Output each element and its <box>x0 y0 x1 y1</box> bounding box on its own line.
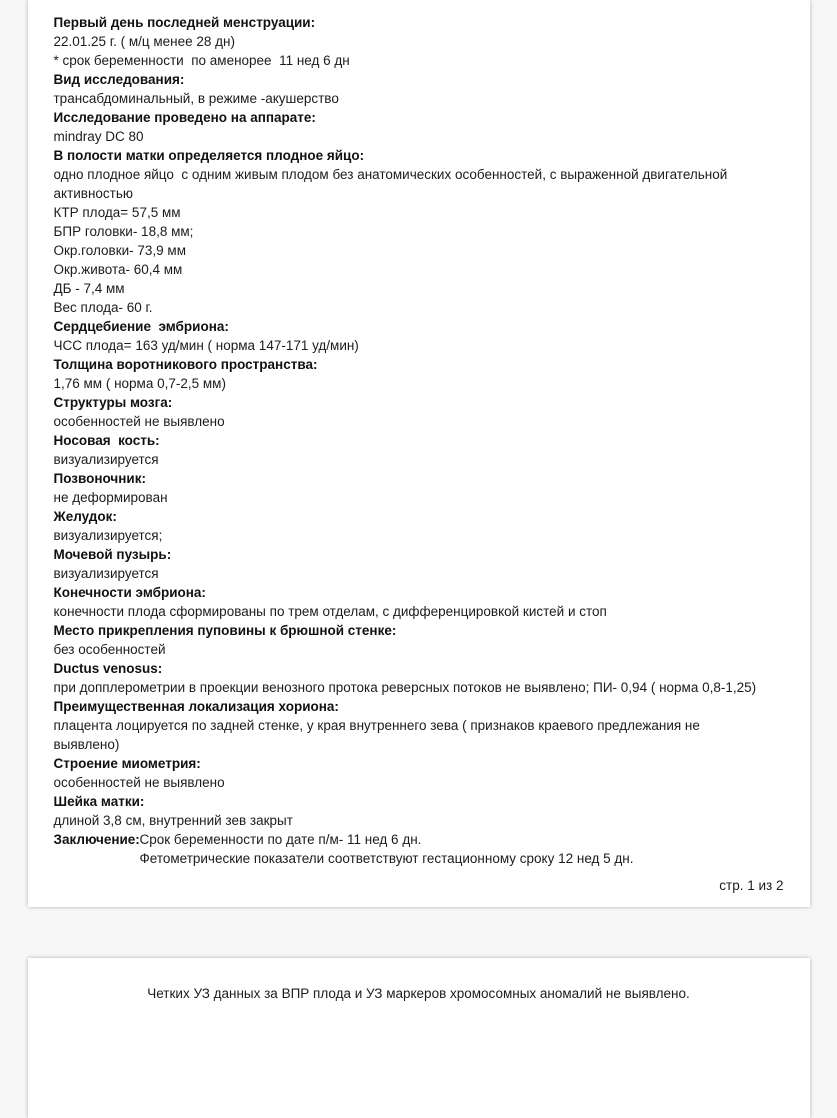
section-heading: Носовая кость: <box>53 433 160 448</box>
report-text-line: трансабдоминальный, в режиме -акушерство <box>53 91 339 106</box>
report-text-line: Окр.головки- 73,9 мм <box>53 243 186 258</box>
report-text-line: mindray DC 80 <box>53 129 144 144</box>
report-text-line: визуализируется <box>53 452 159 467</box>
report-text-line: Окр.живота- 60,4 мм <box>53 262 183 277</box>
report-text-line: без особенностей <box>53 642 166 657</box>
report-text-line: 22.01.25 г. ( м/ц менее 28 дн) <box>53 34 235 49</box>
report-text-line: особенностей не выявлено <box>53 414 225 429</box>
report-text-line: не деформирован <box>53 490 168 505</box>
report-text-line: ДБ - 7,4 мм <box>53 281 125 296</box>
report-body <box>54 13 784 830</box>
page2-summary-note: Четких УЗ данных за ВПР плода и УЗ маркеров хромосомных аномалий не выявлено. <box>147 986 690 1001</box>
section-heading: Место прикрепления пуповины к брюшной стенке: <box>53 623 397 638</box>
conclusion-block <box>54 830 784 868</box>
report-text-line: * срок беременности по аменорее 11 нед 6 дн <box>53 53 350 68</box>
section-heading: Вид исследования: <box>53 72 185 87</box>
report-text-line: визуализируется <box>53 566 159 581</box>
conclusion-line-1: Срок беременности по дате п/м- 11 нед 6 дн. <box>139 832 422 847</box>
report-text-line: длиной 3,8 см, внутренний зев закрыт <box>53 813 293 828</box>
report-text-line: Вес плода- 60 г. <box>53 300 153 315</box>
report-page-1 <box>28 0 810 907</box>
section-heading: Структуры мозга: <box>53 395 173 410</box>
section-heading: Конечности эмбриона: <box>53 585 206 600</box>
report-text-line: БПР головки- 18,8 мм; <box>53 224 194 239</box>
section-heading: Мочевой пузырь: <box>53 547 172 562</box>
report-text-line: при допплерометрии в проекции венозного протока реверсных потоков не выявлено; ПИ- 0,94 ( норма 0,8-1,25) <box>53 680 757 695</box>
report-text-line: 1,76 мм ( норма 0,7-2,5 мм) <box>53 376 226 391</box>
section-heading: Толщина воротникового пространства: <box>53 357 318 372</box>
report-page-2 <box>28 958 810 1118</box>
section-heading: Позвоночник: <box>53 471 146 486</box>
report-text-line: активностью <box>53 186 134 201</box>
section-heading: Преимущественная локализация хориона: <box>53 699 339 714</box>
section-heading: Сердцебиение эмбриона: <box>53 319 229 334</box>
section-heading: Исследование проведено на аппарате: <box>53 110 316 125</box>
report-text-line: особенностей не выявлено <box>53 775 225 790</box>
conclusion-line-2: Фетометрические показатели соответствуют гестационному сроку 12 нед 5 дн. <box>139 851 634 866</box>
section-heading: Первый день последней менструации: <box>53 15 316 30</box>
page-indicator: стр. 1 из 2 <box>719 878 784 893</box>
section-heading: Шейка матки: <box>53 794 145 809</box>
report-text-line: выявлено) <box>53 737 120 752</box>
section-heading: Желудок: <box>53 509 117 524</box>
conclusion-text <box>140 830 634 868</box>
section-heading: Ductus venosus: <box>53 661 163 676</box>
report-text-line: конечности плода сформированы по трем отделам, с дифференцировкой кистей и стоп <box>53 604 607 619</box>
report-text-line: ЧСС плода= 163 уд/мин ( норма 147-171 уд/мин) <box>53 338 359 353</box>
section-heading: Строение миометрия: <box>53 756 201 771</box>
report-text-line: КТР плода= 57,5 мм <box>53 205 181 220</box>
section-heading: В полости матки определяется плодное яйцо: <box>53 148 365 163</box>
report-text-line: одно плодное яйцо с одним живым плодом без анатомических особенностей, с выраженной двигательной <box>53 167 728 182</box>
report-text-line: визуализируется; <box>53 528 163 543</box>
report-text-line: плацента лоцируется по задней стенке, у края внутреннего зева ( признаков краевого предлежания не <box>53 718 700 733</box>
conclusion-label: Заключение: <box>53 832 140 847</box>
